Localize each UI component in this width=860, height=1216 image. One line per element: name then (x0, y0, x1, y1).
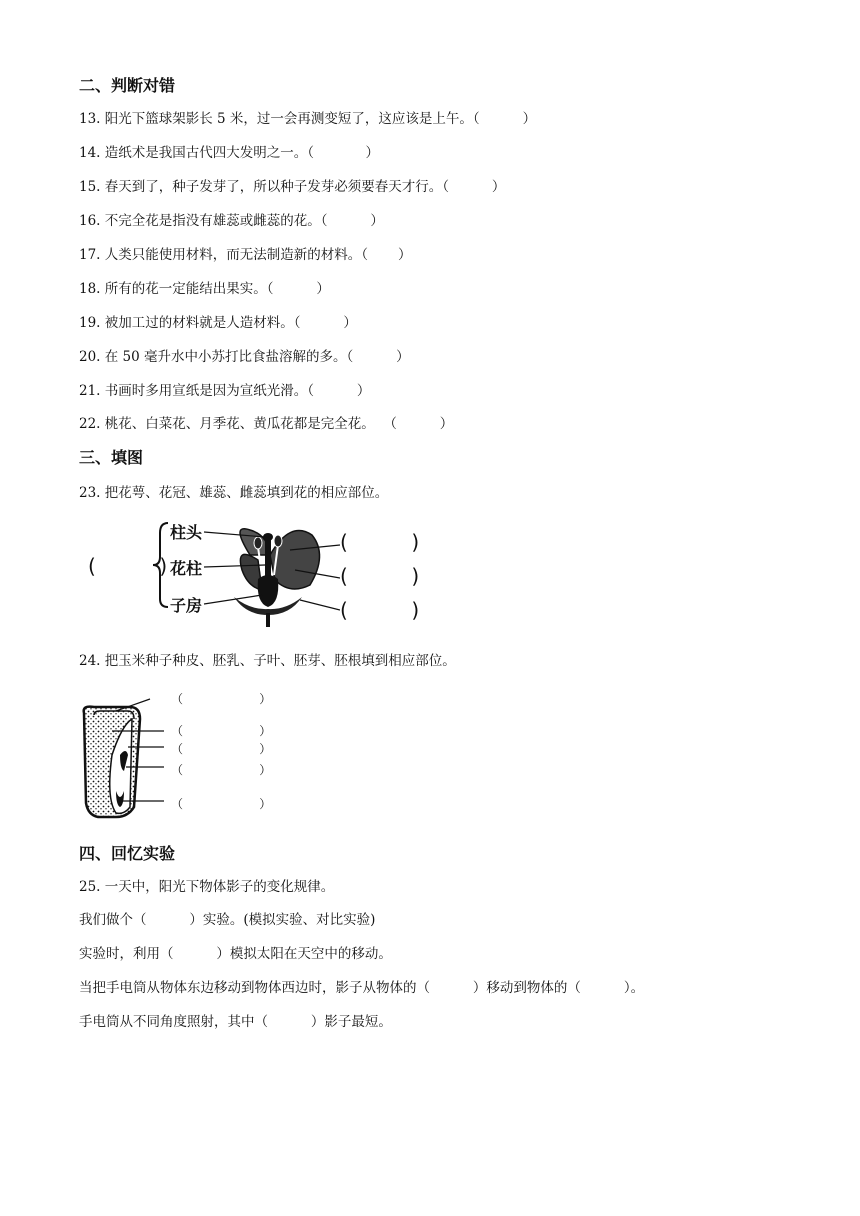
question-16: 16. 不完全花是指没有雄蕊或雌蕊的花。（ ） (79, 213, 384, 229)
experiment-type-line: 我们做个（ ）实验。(模拟实验、对比实验) (79, 912, 376, 928)
question-15: 15. 春天到了，种子发芽了，所以种子发芽必须要春天才行。（ ） (79, 179, 506, 195)
flower-blank-sepal: ( ) (340, 598, 420, 622)
question-19: 19. 被加工过的材料就是人造材料。（ ） (79, 315, 357, 331)
seed-blank-5: （ ） (171, 797, 272, 811)
flower-blank-stamen: ( ) (340, 564, 420, 588)
flower-blank-petal: ( ) (340, 530, 420, 554)
seed-blank-2: （ ） (171, 724, 272, 738)
section-2-heading: 二、判断对错 (79, 76, 176, 95)
question-25: 25. 一天中，阳光下物体影子的变化规律。 (79, 879, 335, 895)
section-4-heading: 四、回忆实验 (79, 844, 176, 863)
ovary-pointer (204, 595, 262, 604)
style (265, 539, 271, 579)
stamen-anther (254, 537, 262, 549)
seed-blank-1: （ ） (171, 692, 272, 706)
label-stigma: 柱头 (170, 523, 203, 542)
seed-blank-3: （ ） (171, 742, 272, 756)
section-3-heading: 三、填图 (79, 448, 144, 467)
question-17: 17. 人类只能使用材料，而无法制造新的材料。（ ） (79, 247, 412, 263)
question-14: 14. 造纸术是我国古代四大发明之一。（ ） (79, 145, 380, 161)
seed-blank-4: （ ） (171, 763, 272, 777)
question-22: 22. 桃花、白菜花、月季花、黄瓜花都是完全花。 （ ） (79, 416, 454, 432)
shadow-direction-line: 当把手电筒从物体东边移动到物体西边时，影子从物体的（ ）移动到物体的（ ）。 (79, 980, 645, 996)
corn-seed-diagram (72, 695, 182, 825)
question-21: 21. 书画时多用宣纸是因为宣纸光滑。（ ） (79, 383, 371, 399)
sun-simulation-line: 实验时，利用（ ）模拟太阳在天空中的移动。 (79, 946, 392, 962)
label-ovary: 子房 (170, 596, 203, 615)
question-24: 24. 把玉米种子种皮、胚乳、子叶、胚芽、胚根填到相应部位。 (79, 653, 456, 669)
stamen-anther (274, 535, 282, 547)
flower-stem (266, 613, 270, 627)
shortest-shadow-line: 手电筒从不同角度照射，其中（ ）影子最短。 (79, 1014, 392, 1030)
flower-blank-pistil: ( ) (88, 554, 168, 578)
sepal-pointer (300, 600, 340, 610)
pistil-brace (153, 523, 168, 607)
question-23: 23. 把花萼、花冠、雄蕊、雌蕊填到花的相应部位。 (79, 485, 389, 501)
label-style: 花柱 (170, 559, 203, 578)
ovary (258, 575, 279, 607)
question-13: 13. 阳光下篮球架影长 5 米，过一会再测变短了，这应该是上午。（ ） (79, 111, 537, 127)
question-20: 20. 在 50 毫升水中小苏打比食盐溶解的多。（ ） (79, 349, 410, 365)
question-18: 18. 所有的花一定能结出果实。（ ） (79, 281, 330, 297)
